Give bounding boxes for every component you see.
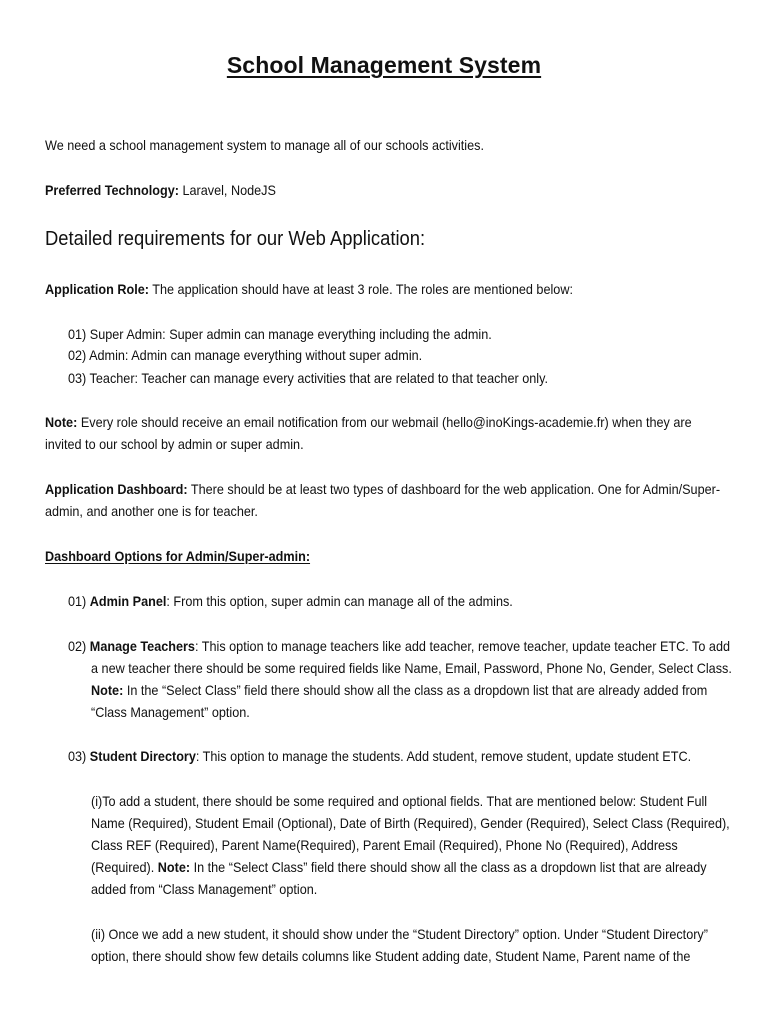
application-dashboard-text: There should be at least two types of dashboard for the web application. One for Admin/Super- (187, 482, 721, 497)
student-directory-text: : This option to manage the students. Add student, remove student, update student ETC. (195, 749, 692, 764)
sub-i-line-2: Name (Required), Student Email (Optional), Date of Birth (Required), Gender (Required), Select Class (Required), (91, 816, 730, 831)
preferred-technology-label: Preferred Technology: (45, 183, 179, 198)
note-email-line-2: invited to our school by admin or super admin. (45, 437, 304, 452)
option-manage-teachers-line-1 (68, 636, 730, 658)
option-student-directory (68, 746, 691, 768)
note-label: Note: (45, 415, 78, 430)
application-dashboard-label: Application Dashboard: (45, 482, 188, 497)
manage-teachers-text: : This option to manage teachers like add teacher, remove teacher, update teacher ETC. To add (194, 639, 731, 654)
option-number: 03) (68, 749, 90, 764)
application-role-line (45, 279, 573, 301)
option-number: 01) (68, 594, 90, 609)
note-email-text: Every role should receive an email notification from our webmail (hello@inoKings-academie.fr) when they are (77, 415, 692, 430)
student-directory-label: Student Directory (89, 749, 196, 764)
sub-i-required-text: (Required). (91, 860, 158, 875)
sub-i-note-text: In the “Select Class” field there should show all the class as a dropdown list that are already (190, 860, 707, 875)
requirements-heading: Detailed requirements for our Web Application: (45, 228, 426, 250)
intro-paragraph: We need a school management system to manage all of our schools activities. (45, 138, 484, 153)
sub-ii-line-2: option, there should show few details columns like Student adding date, Student Name, Parent name of the (91, 949, 691, 964)
option-admin-panel (68, 591, 513, 613)
admin-panel-label: Admin Panel (89, 594, 167, 609)
preferred-technology-value: Laravel, NodeJS (178, 183, 276, 198)
manage-teachers-note-text: In the “Select Class” field there should show all the class as a dropdown list that are already added from (123, 683, 708, 698)
application-dashboard-line-1 (45, 479, 720, 501)
option-manage-teachers-line-4: “Class Management” option. (91, 705, 250, 720)
admin-panel-text: : From this option, super admin can manage all of the admins. (166, 594, 513, 609)
preferred-technology-line (45, 180, 276, 202)
manage-teachers-label: Manage Teachers (89, 639, 195, 654)
sub-i-line-4 (91, 857, 707, 879)
application-role-label: Application Role: (45, 282, 149, 297)
role-item-admin: 02) Admin: Admin can manage everything without super admin. (68, 348, 423, 363)
sub-ii-line-1: (ii) Once we add a new student, it should show under the “Student Directory” option. Under “Student Directory” (91, 927, 708, 942)
note-email-line-1 (45, 412, 692, 434)
option-manage-teachers-line-2: a new teacher there should be some required fields like Name, Email, Password, Phone No, Gender, Select Class. (91, 661, 732, 676)
note-label: Note: (91, 683, 124, 698)
role-item-teacher: 03) Teacher: Teacher can manage every activities that are related to that teacher only. (68, 371, 548, 386)
note-label: Note: (157, 860, 191, 875)
document-title: School Management System (226, 52, 542, 78)
role-item-super-admin: 01) Super Admin: Super admin can manage everything including the admin. (68, 327, 492, 342)
sub-i-line-5: added from “Class Management” option. (91, 882, 318, 897)
option-manage-teachers-line-3 (91, 680, 707, 702)
option-number: 02) (68, 639, 90, 654)
sub-i-line-1: (i)To add a student, there should be some required and optional fields. That are mentioned below: Student Full (91, 794, 708, 809)
dashboard-options-heading: Dashboard Options for Admin/Super-admin: (45, 549, 311, 564)
application-dashboard-line-2: admin, and another one is for teacher. (45, 504, 258, 519)
application-role-text: The application should have at least 3 role. The roles are mentioned below: (148, 282, 573, 297)
sub-i-line-3: Class REF (Required), Parent Name(Required), Parent Email (Required), Phone No (Required), Address (91, 838, 678, 853)
